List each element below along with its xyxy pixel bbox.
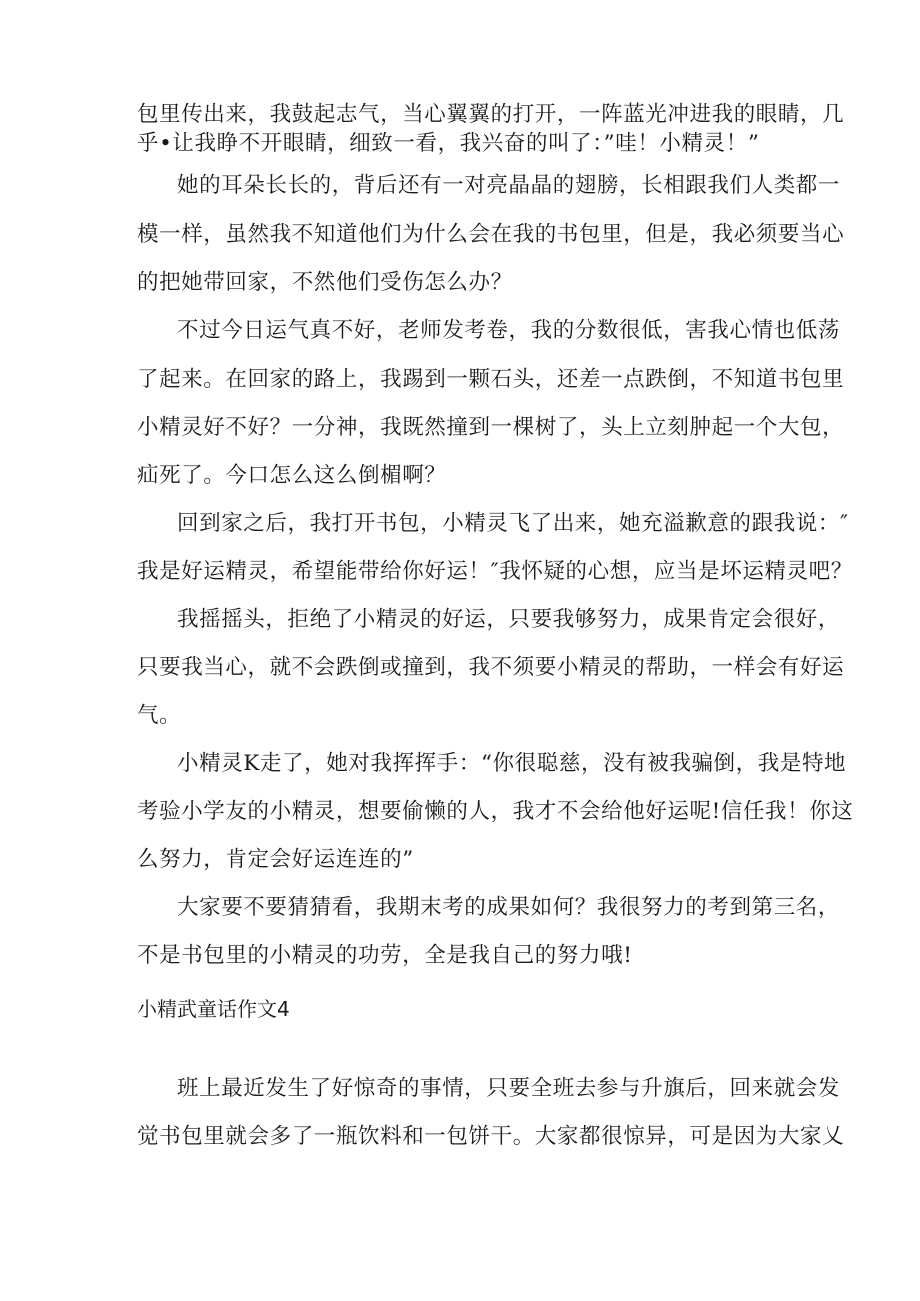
paragraph-line: 只要我当心，就不会跌倒或撞到，我不须要小精灵的帮助，一样会有好运 (137, 655, 845, 680)
paragraph-line: 的把她带回家，不然他们受伤怎么办？ (137, 270, 513, 295)
paragraph-line: 疝死了。今口怎么这么倒楣啊？ (137, 463, 447, 488)
paragraph-line: 么努力，肯定会好运连连的” (137, 847, 414, 872)
paragraph-line: 模一样，虽然我不知道他们为什么会在我的书包里，但是，我必须要当心 (137, 222, 845, 247)
paragraph-line: 我是好运精灵，希望能带给你好运！″我怀疑的心想，应当是坏运精灵吧？ (137, 559, 853, 584)
paragraph-line: 她的耳朵长长的，背后还有一对亮晶晶的翅膀，长相跟我们人类都一 (177, 173, 841, 198)
paragraph-line: 了起来。在回家的路上，我踢到一颗石头，还差一点跌倒，不知道书包里 (137, 367, 845, 392)
paragraph-line: 包里传出来，我鼓起志气，当心翼翼的打开，一阵蓝光冲进我的眼睛，几 (137, 102, 845, 127)
paragraph-line: 大家要不要猜猜看，我期末考的成果如何？我很努力的考到第三名， (177, 895, 841, 920)
paragraph-line: 不过今日运气真不好，老师发考卷，我的分数很低，害我心情也低荡 (177, 318, 841, 343)
paragraph-line: 小精灵好不好？一分神，我既然撞到一棵树了，头上立刻肿起一个大包， (137, 415, 845, 440)
paragraph-line: 气。 (137, 703, 182, 728)
paragraph-line: 考验小学友的小精灵，想要偷懒的人，我才不会给他好运呢!信任我！你这 (137, 799, 854, 824)
paragraph-line: 班上最近发生了好惊奇的事情，只要全班去参与升旗后，回来就会发 (177, 1076, 841, 1101)
paragraph-line: 觉书包里就会多了一瓶饮料和一包饼干。大家都很惊异，可是因为大家乂 (137, 1124, 845, 1149)
paragraph-line: 乎•让我睁不开眼睛，细致一看，我兴奋的叫了：”哇！小精灵！” (137, 131, 760, 156)
paragraph-line: 回到家之后，我打开书包，小精灵飞了出来，她充溢歉意的跟我说：″ (177, 511, 849, 536)
section-heading: 小精武童话作文4 (137, 997, 290, 1021)
paragraph-line: 不是书包里的小精灵的功劳，全是我自己的努力哦! (137, 943, 633, 968)
paragraph-line: 我摇摇头，拒绝了小精灵的好运，只要我够努力，成果肯定会很好， (177, 607, 841, 632)
paragraph-line: 小精灵K走了，她对我挥挥手：“你很聪慈，没有被我骗倒，我是特地 (177, 751, 847, 776)
